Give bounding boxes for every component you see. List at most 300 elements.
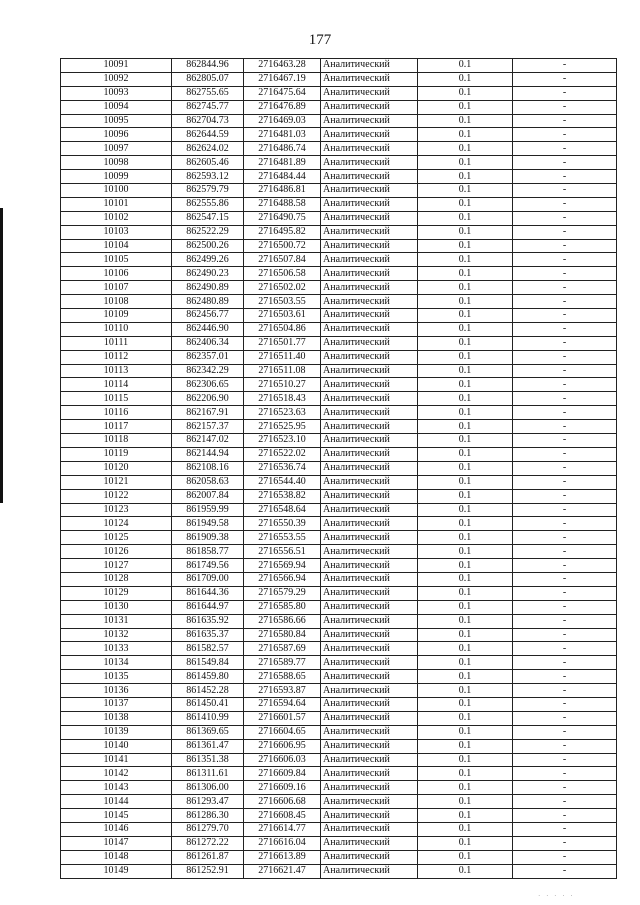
point-number-cell: 10149 <box>61 864 172 878</box>
point-number-cell: 10093 <box>61 86 172 100</box>
y-coordinate-cell: 2716506.58 <box>244 267 321 281</box>
table-row <box>61 795 617 809</box>
y-coordinate-cell: 2716490.75 <box>244 211 321 225</box>
x-coordinate-cell: 861452.28 <box>172 684 244 698</box>
point-number-cell: 10094 <box>61 100 172 114</box>
y-coordinate-cell: 2716523.10 <box>244 434 321 448</box>
y-coordinate-cell: 2716501.77 <box>244 336 321 350</box>
method-cell: Аналитический <box>321 517 418 531</box>
note-cell: - <box>513 628 617 642</box>
point-number-cell: 10092 <box>61 72 172 86</box>
table-row <box>61 670 617 684</box>
note-cell: - <box>513 795 617 809</box>
accuracy-cell: 0.1 <box>418 100 513 114</box>
point-number-cell: 10118 <box>61 434 172 448</box>
x-coordinate-cell: 862144.94 <box>172 447 244 461</box>
note-cell: - <box>513 447 617 461</box>
x-coordinate-cell: 862593.12 <box>172 170 244 184</box>
x-coordinate-cell: 862644.59 <box>172 128 244 142</box>
note-cell: - <box>513 642 617 656</box>
point-number-cell: 10100 <box>61 184 172 198</box>
note-cell: - <box>513 461 617 475</box>
point-number-cell: 10104 <box>61 239 172 253</box>
x-coordinate-cell: 861369.65 <box>172 725 244 739</box>
y-coordinate-cell: 2716588.65 <box>244 670 321 684</box>
accuracy-cell: 0.1 <box>418 128 513 142</box>
x-coordinate-cell: 862007.84 <box>172 489 244 503</box>
table-row <box>61 295 617 309</box>
table-row <box>61 239 617 253</box>
method-cell: Аналитический <box>321 642 418 656</box>
y-coordinate-cell: 2716601.57 <box>244 711 321 725</box>
accuracy-cell: 0.1 <box>418 572 513 586</box>
method-cell: Аналитический <box>321 350 418 364</box>
note-cell: - <box>513 781 617 795</box>
table-row <box>61 725 617 739</box>
note-cell: - <box>513 475 617 489</box>
table-row <box>61 767 617 781</box>
accuracy-cell: 0.1 <box>418 767 513 781</box>
method-cell: Аналитический <box>321 739 418 753</box>
method-cell: Аналитический <box>321 184 418 198</box>
y-coordinate-cell: 2716550.39 <box>244 517 321 531</box>
method-cell: Аналитический <box>321 225 418 239</box>
table-row <box>61 406 617 420</box>
x-coordinate-cell: 861635.37 <box>172 628 244 642</box>
table-row <box>61 114 617 128</box>
method-cell: Аналитический <box>321 475 418 489</box>
method-cell: Аналитический <box>321 309 418 323</box>
accuracy-cell: 0.1 <box>418 781 513 795</box>
method-cell: Аналитический <box>321 72 418 86</box>
point-number-cell: 10137 <box>61 697 172 711</box>
accuracy-cell: 0.1 <box>418 864 513 878</box>
x-coordinate-cell: 862499.26 <box>172 253 244 267</box>
method-cell: Аналитический <box>321 600 418 614</box>
accuracy-cell: 0.1 <box>418 364 513 378</box>
x-coordinate-cell: 862167.91 <box>172 406 244 420</box>
note-cell: - <box>513 850 617 864</box>
table-row <box>61 378 617 392</box>
y-coordinate-cell: 2716486.74 <box>244 142 321 156</box>
x-coordinate-cell: 861644.97 <box>172 600 244 614</box>
point-number-cell: 10099 <box>61 170 172 184</box>
table-row <box>61 850 617 864</box>
point-number-cell: 10112 <box>61 350 172 364</box>
point-number-cell: 10095 <box>61 114 172 128</box>
point-number-cell: 10135 <box>61 670 172 684</box>
y-coordinate-cell: 2716522.02 <box>244 447 321 461</box>
table-row <box>61 489 617 503</box>
note-cell: - <box>513 267 617 281</box>
point-number-cell: 10130 <box>61 600 172 614</box>
note-cell: - <box>513 822 617 836</box>
note-cell: - <box>513 489 617 503</box>
table-row <box>61 614 617 628</box>
accuracy-cell: 0.1 <box>418 545 513 559</box>
accuracy-cell: 0.1 <box>418 281 513 295</box>
note-cell: - <box>513 336 617 350</box>
accuracy-cell: 0.1 <box>418 197 513 211</box>
table-row <box>61 461 617 475</box>
y-coordinate-cell: 2716463.28 <box>244 59 321 73</box>
note-cell: - <box>513 156 617 170</box>
point-number-cell: 10127 <box>61 559 172 573</box>
accuracy-cell: 0.1 <box>418 447 513 461</box>
table-row <box>61 309 617 323</box>
point-number-cell: 10117 <box>61 420 172 434</box>
method-cell: Аналитический <box>321 656 418 670</box>
table-row <box>61 72 617 86</box>
method-cell: Аналитический <box>321 170 418 184</box>
y-coordinate-cell: 2716589.77 <box>244 656 321 670</box>
y-coordinate-cell: 2716593.87 <box>244 684 321 698</box>
point-number-cell: 10140 <box>61 739 172 753</box>
point-number-cell: 10103 <box>61 225 172 239</box>
table-row <box>61 253 617 267</box>
table-row <box>61 350 617 364</box>
method-cell: Аналитический <box>321 420 418 434</box>
method-cell: Аналитический <box>321 322 418 336</box>
point-number-cell: 10114 <box>61 378 172 392</box>
method-cell: Аналитический <box>321 406 418 420</box>
note-cell: - <box>513 59 617 73</box>
accuracy-cell: 0.1 <box>418 72 513 86</box>
note-cell: - <box>513 322 617 336</box>
table-row <box>61 600 617 614</box>
method-cell: Аналитический <box>321 128 418 142</box>
method-cell: Аналитический <box>321 822 418 836</box>
x-coordinate-cell: 861644.36 <box>172 586 244 600</box>
method-cell: Аналитический <box>321 670 418 684</box>
accuracy-cell: 0.1 <box>418 725 513 739</box>
note-cell: - <box>513 725 617 739</box>
table-row <box>61 809 617 823</box>
note-cell: - <box>513 767 617 781</box>
x-coordinate-cell: 861351.38 <box>172 753 244 767</box>
method-cell: Аналитический <box>321 156 418 170</box>
x-coordinate-cell: 862490.23 <box>172 267 244 281</box>
accuracy-cell: 0.1 <box>418 559 513 573</box>
method-cell: Аналитический <box>321 447 418 461</box>
note-cell: - <box>513 711 617 725</box>
x-coordinate-cell: 861949.58 <box>172 517 244 531</box>
table-row <box>61 142 617 156</box>
point-number-cell: 10106 <box>61 267 172 281</box>
method-cell: Аналитический <box>321 614 418 628</box>
x-coordinate-cell: 861272.22 <box>172 836 244 850</box>
x-coordinate-cell: 862490.89 <box>172 281 244 295</box>
y-coordinate-cell: 2716525.95 <box>244 420 321 434</box>
point-number-cell: 10138 <box>61 711 172 725</box>
accuracy-cell: 0.1 <box>418 392 513 406</box>
point-number-cell: 10097 <box>61 142 172 156</box>
note-cell: - <box>513 197 617 211</box>
accuracy-cell: 0.1 <box>418 114 513 128</box>
y-coordinate-cell: 2716511.40 <box>244 350 321 364</box>
x-coordinate-cell: 861459.80 <box>172 670 244 684</box>
accuracy-cell: 0.1 <box>418 642 513 656</box>
note-cell: - <box>513 614 617 628</box>
note-cell: - <box>513 670 617 684</box>
y-coordinate-cell: 2716510.27 <box>244 378 321 392</box>
x-coordinate-cell: 862480.89 <box>172 295 244 309</box>
table-row <box>61 447 617 461</box>
x-coordinate-cell: 862147.02 <box>172 434 244 448</box>
y-coordinate-cell: 2716553.55 <box>244 531 321 545</box>
accuracy-cell: 0.1 <box>418 253 513 267</box>
point-number-cell: 10145 <box>61 809 172 823</box>
method-cell: Аналитический <box>321 572 418 586</box>
y-coordinate-cell: 2716481.89 <box>244 156 321 170</box>
accuracy-cell: 0.1 <box>418 184 513 198</box>
accuracy-cell: 0.1 <box>418 503 513 517</box>
y-coordinate-cell: 2716594.64 <box>244 697 321 711</box>
method-cell: Аналитический <box>321 628 418 642</box>
accuracy-cell: 0.1 <box>418 475 513 489</box>
note-cell: - <box>513 559 617 573</box>
point-number-cell: 10139 <box>61 725 172 739</box>
accuracy-cell: 0.1 <box>418 822 513 836</box>
method-cell: Аналитический <box>321 267 418 281</box>
point-number-cell: 10120 <box>61 461 172 475</box>
method-cell: Аналитический <box>321 545 418 559</box>
method-cell: Аналитический <box>321 253 418 267</box>
table-row <box>61 100 617 114</box>
table-row <box>61 864 617 878</box>
note-cell: - <box>513 697 617 711</box>
y-coordinate-cell: 2716511.08 <box>244 364 321 378</box>
scan-noise: · · · · · <box>538 892 575 900</box>
accuracy-cell: 0.1 <box>418 322 513 336</box>
point-number-cell: 10119 <box>61 447 172 461</box>
method-cell: Аналитический <box>321 364 418 378</box>
method-cell: Аналитический <box>321 434 418 448</box>
table-row <box>61 336 617 350</box>
table-row <box>61 753 617 767</box>
y-coordinate-cell: 2716579.29 <box>244 586 321 600</box>
x-coordinate-cell: 861279.70 <box>172 822 244 836</box>
table-row <box>61 156 617 170</box>
method-cell: Аналитический <box>321 114 418 128</box>
table-row <box>61 170 617 184</box>
table-row <box>61 420 617 434</box>
method-cell: Аналитический <box>321 864 418 878</box>
y-coordinate-cell: 2716604.65 <box>244 725 321 739</box>
table-row <box>61 364 617 378</box>
x-coordinate-cell: 862605.46 <box>172 156 244 170</box>
note-cell: - <box>513 184 617 198</box>
y-coordinate-cell: 2716621.47 <box>244 864 321 878</box>
table-row <box>61 475 617 489</box>
table-row <box>61 267 617 281</box>
x-coordinate-cell: 861286.30 <box>172 809 244 823</box>
x-coordinate-cell: 861858.77 <box>172 545 244 559</box>
note-cell: - <box>513 281 617 295</box>
x-coordinate-cell: 861549.84 <box>172 656 244 670</box>
method-cell: Аналитический <box>321 503 418 517</box>
accuracy-cell: 0.1 <box>418 170 513 184</box>
y-coordinate-cell: 2716502.02 <box>244 281 321 295</box>
table-row <box>61 684 617 698</box>
page-number: 177 <box>308 32 332 48</box>
x-coordinate-cell: 861261.87 <box>172 850 244 864</box>
note-cell: - <box>513 420 617 434</box>
point-number-cell: 10105 <box>61 253 172 267</box>
note-cell: - <box>513 684 617 698</box>
table-row <box>61 545 617 559</box>
note-cell: - <box>513 364 617 378</box>
point-number-cell: 10113 <box>61 364 172 378</box>
table-row <box>61 86 617 100</box>
note-cell: - <box>513 600 617 614</box>
method-cell: Аналитический <box>321 711 418 725</box>
y-coordinate-cell: 2716484.44 <box>244 170 321 184</box>
point-number-cell: 10101 <box>61 197 172 211</box>
accuracy-cell: 0.1 <box>418 211 513 225</box>
method-cell: Аналитический <box>321 586 418 600</box>
point-number-cell: 10133 <box>61 642 172 656</box>
method-cell: Аналитический <box>321 378 418 392</box>
point-number-cell: 10124 <box>61 517 172 531</box>
y-coordinate-cell: 2716609.84 <box>244 767 321 781</box>
note-cell: - <box>513 739 617 753</box>
table-row <box>61 322 617 336</box>
x-coordinate-cell: 861709.00 <box>172 572 244 586</box>
y-coordinate-cell: 2716548.64 <box>244 503 321 517</box>
table-row <box>61 628 617 642</box>
x-coordinate-cell: 861252.91 <box>172 864 244 878</box>
table-row <box>61 281 617 295</box>
y-coordinate-cell: 2716504.86 <box>244 322 321 336</box>
method-cell: Аналитический <box>321 836 418 850</box>
x-coordinate-cell: 861311.61 <box>172 767 244 781</box>
note-cell: - <box>513 406 617 420</box>
point-number-cell: 10129 <box>61 586 172 600</box>
y-coordinate-cell: 2716486.81 <box>244 184 321 198</box>
x-coordinate-cell: 862306.65 <box>172 378 244 392</box>
y-coordinate-cell: 2716495.82 <box>244 225 321 239</box>
accuracy-cell: 0.1 <box>418 711 513 725</box>
note-cell: - <box>513 545 617 559</box>
method-cell: Аналитический <box>321 336 418 350</box>
note-cell: - <box>513 503 617 517</box>
y-coordinate-cell: 2716467.19 <box>244 72 321 86</box>
accuracy-cell: 0.1 <box>418 753 513 767</box>
y-coordinate-cell: 2716469.03 <box>244 114 321 128</box>
point-number-cell: 10142 <box>61 767 172 781</box>
point-number-cell: 10107 <box>61 281 172 295</box>
y-coordinate-cell: 2716614.77 <box>244 822 321 836</box>
accuracy-cell: 0.1 <box>418 517 513 531</box>
y-coordinate-cell: 2716608.45 <box>244 809 321 823</box>
y-coordinate-cell: 2716503.55 <box>244 295 321 309</box>
table-row <box>61 434 617 448</box>
point-number-cell: 10108 <box>61 295 172 309</box>
accuracy-cell: 0.1 <box>418 600 513 614</box>
x-coordinate-cell: 861749.56 <box>172 559 244 573</box>
method-cell: Аналитический <box>321 725 418 739</box>
point-number-cell: 10098 <box>61 156 172 170</box>
note-cell: - <box>513 253 617 267</box>
note-cell: - <box>513 100 617 114</box>
accuracy-cell: 0.1 <box>418 86 513 100</box>
x-coordinate-cell: 862500.26 <box>172 239 244 253</box>
note-cell: - <box>513 350 617 364</box>
x-coordinate-cell: 862844.96 <box>172 59 244 73</box>
y-coordinate-cell: 2716606.95 <box>244 739 321 753</box>
x-coordinate-cell: 861361.47 <box>172 739 244 753</box>
note-cell: - <box>513 142 617 156</box>
table-row <box>61 739 617 753</box>
accuracy-cell: 0.1 <box>418 295 513 309</box>
x-coordinate-cell: 862624.02 <box>172 142 244 156</box>
point-number-cell: 10111 <box>61 336 172 350</box>
point-number-cell: 10131 <box>61 614 172 628</box>
note-cell: - <box>513 392 617 406</box>
y-coordinate-cell: 2716538.82 <box>244 489 321 503</box>
note-cell: - <box>513 86 617 100</box>
note-cell: - <box>513 128 617 142</box>
method-cell: Аналитический <box>321 489 418 503</box>
table-row <box>61 225 617 239</box>
accuracy-cell: 0.1 <box>418 656 513 670</box>
note-cell: - <box>513 114 617 128</box>
accuracy-cell: 0.1 <box>418 531 513 545</box>
x-coordinate-cell: 862342.29 <box>172 364 244 378</box>
accuracy-cell: 0.1 <box>418 59 513 73</box>
table-row <box>61 836 617 850</box>
x-coordinate-cell: 862446.90 <box>172 322 244 336</box>
y-coordinate-cell: 2716475.64 <box>244 86 321 100</box>
table-row <box>61 781 617 795</box>
accuracy-cell: 0.1 <box>418 461 513 475</box>
accuracy-cell: 0.1 <box>418 378 513 392</box>
point-number-cell: 10146 <box>61 822 172 836</box>
note-cell: - <box>513 295 617 309</box>
y-coordinate-cell: 2716586.66 <box>244 614 321 628</box>
x-coordinate-cell: 861909.38 <box>172 531 244 545</box>
note-cell: - <box>513 225 617 239</box>
table-row <box>61 822 617 836</box>
y-coordinate-cell: 2716609.16 <box>244 781 321 795</box>
coordinates-table-body <box>61 59 617 879</box>
point-number-cell: 10147 <box>61 836 172 850</box>
table-row <box>61 197 617 211</box>
point-number-cell: 10141 <box>61 753 172 767</box>
y-coordinate-cell: 2716569.94 <box>244 559 321 573</box>
table-row <box>61 392 617 406</box>
method-cell: Аналитический <box>321 809 418 823</box>
table-row <box>61 184 617 198</box>
method-cell: Аналитический <box>321 392 418 406</box>
table-row <box>61 531 617 545</box>
note-cell: - <box>513 836 617 850</box>
accuracy-cell: 0.1 <box>418 406 513 420</box>
y-coordinate-cell: 2716488.58 <box>244 197 321 211</box>
accuracy-cell: 0.1 <box>418 809 513 823</box>
x-coordinate-cell: 862755.65 <box>172 86 244 100</box>
table-row <box>61 211 617 225</box>
x-coordinate-cell: 861450.41 <box>172 697 244 711</box>
y-coordinate-cell: 2716613.89 <box>244 850 321 864</box>
point-number-cell: 10109 <box>61 309 172 323</box>
x-coordinate-cell: 862206.90 <box>172 392 244 406</box>
accuracy-cell: 0.1 <box>418 670 513 684</box>
note-cell: - <box>513 434 617 448</box>
y-coordinate-cell: 2716523.63 <box>244 406 321 420</box>
accuracy-cell: 0.1 <box>418 309 513 323</box>
